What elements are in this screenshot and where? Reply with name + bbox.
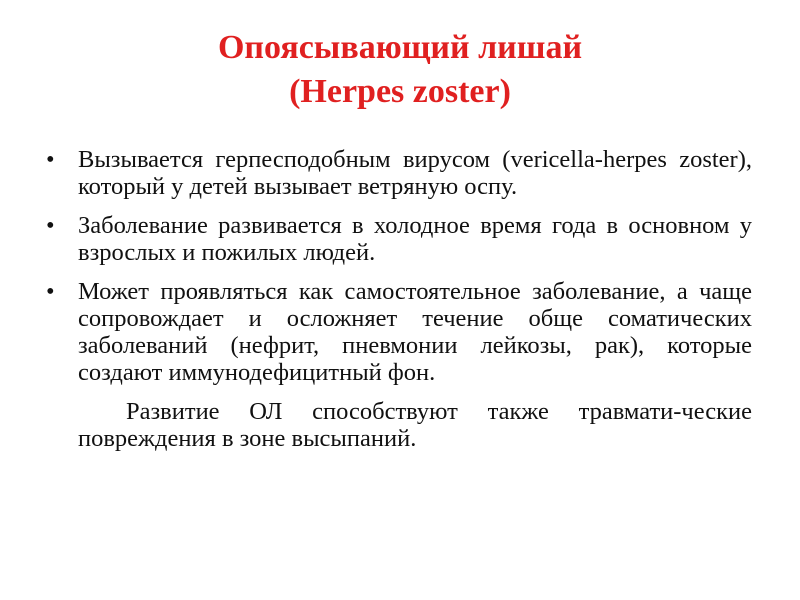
bullet-text: Заболевание развивается в холодное время года в основном у взрослых и пожилых людей.: [78, 212, 752, 266]
title-line-2: (Herpes zoster): [289, 73, 511, 110]
bullet-dot-icon: •: [46, 278, 55, 305]
bullet-item: [46, 212, 752, 266]
bullet-text: Может проявляться как самостоятельное заболевание, а чаще сопровождает и осложняет течение обще соматических заболеваний (нефрит, пневмонии лейкозы, рак), которые создают иммунодефицитный фон.: [78, 278, 752, 386]
bullet-dot-icon: •: [46, 146, 55, 173]
bullet-item: [46, 278, 752, 386]
bullet-text: Вызывается герпесподобным вирусом (vericella-herpes zoster), который у детей вызывает ветряную оспу.: [78, 146, 752, 200]
bullet-item: [46, 146, 752, 200]
bullet-dot-icon: •: [46, 212, 55, 239]
body-paragraph: Развитие ОЛ способствуют также травмати-ческие повреждения в зоне высыпаний.: [78, 398, 752, 452]
slide-body: [46, 146, 752, 452]
title-line-1: Опоясывающий лишай: [217, 29, 583, 66]
slide-title: [0, 26, 800, 114]
